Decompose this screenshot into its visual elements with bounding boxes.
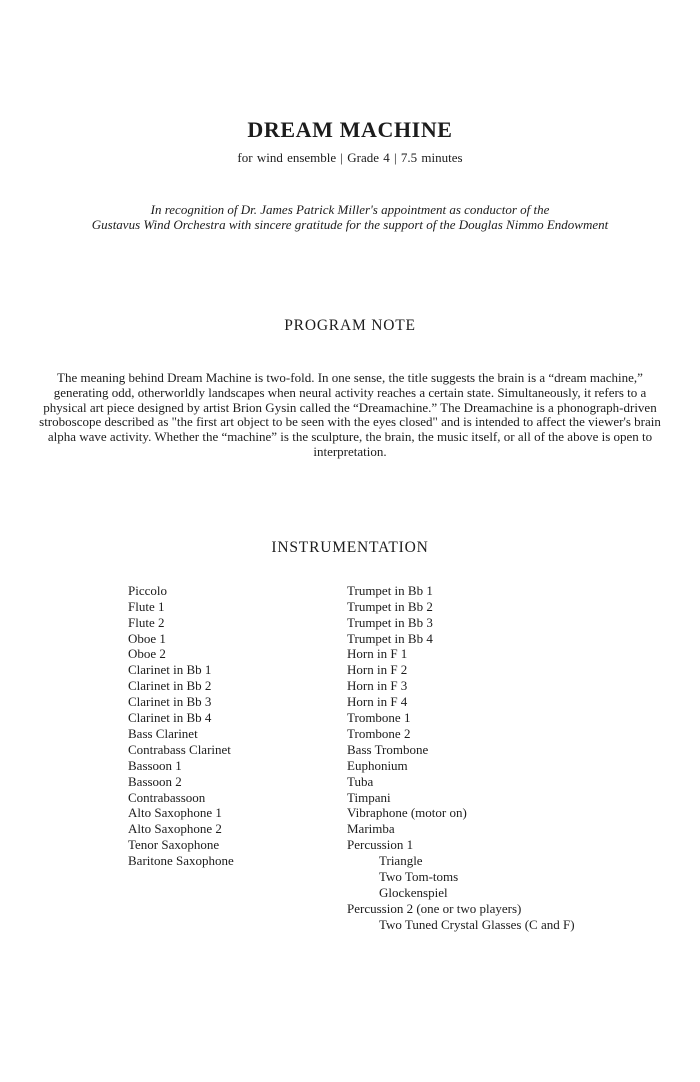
program-note-body: The meaning behind Dream Machine is two-fold. In one sense, the title suggests the brain is a “dream machine,” generating odd, otherworldly landscapes when neural activity reaches a certain state. Simultaneously, it refers to a physical art piece designed by artist Brion Gysin called the “Dreamachine.” The Dreamachine is a phonograph-driven stroboscope described as "the first art object to be seen with the eyes closed" and is intended to affect the viewer's brain alpha wave activity. Whether the “machine” is the sculpture, the brain, the music itself, or all of the above is open to interpretation.	[39, 370, 661, 459]
instrument-item: Horn in F 1	[347, 646, 408, 662]
instrument-item: Flute 2	[128, 614, 165, 630]
subtitle: for wind ensemble | Grade 4 | 7.5 minutes	[237, 150, 463, 165]
instrument-item: Glockenspiel	[379, 885, 448, 900]
instrument-item: Oboe 2	[128, 646, 166, 662]
instrument-item: Trombone 1	[347, 710, 411, 726]
instrument-item: Timpani	[347, 789, 391, 805]
instrument-item: Baritone Saxophone	[128, 853, 234, 869]
instrument-item: Marimba	[347, 821, 395, 837]
instrumentation-heading: INSTRUMENTATION	[271, 538, 429, 556]
instrument-list-right	[347, 583, 700, 933]
instrument-item: Trumpet in Bb 2	[347, 598, 433, 614]
instrument-item: Clarinet in Bb 4	[128, 710, 212, 726]
instrument-item: Clarinet in Bb 2	[128, 678, 212, 694]
instrument-item: Vibraphone (motor on)	[347, 805, 467, 821]
instrument-item: Trumpet in Bb 3	[347, 614, 433, 630]
instrument-item: Piccolo	[128, 582, 167, 598]
instrument-columns	[128, 583, 700, 933]
instrument-item: Bass Trombone	[347, 741, 429, 757]
instrument-item: Two Tuned Crystal Glasses (C and F)	[379, 916, 575, 932]
instrument-item: Tuba	[347, 773, 374, 789]
instrument-item: Percussion 1	[347, 837, 414, 853]
instrument-item: Oboe 1	[128, 630, 166, 646]
instrument-item: Alto Saxophone 1	[128, 805, 222, 821]
instrument-list-left	[128, 583, 347, 933]
dedication	[0, 202, 700, 232]
dedication-line-2: Gustavus Wind Orchestra with sincere gratitude for the support of the Douglas Nimmo Endowment	[91, 217, 609, 232]
instrument-item: Alto Saxophone 2	[128, 821, 222, 837]
instrument-item: Bass Clarinet	[128, 725, 198, 741]
instrument-item: Bassoon 1	[128, 757, 182, 773]
instrument-item: Horn in F 2	[347, 662, 408, 678]
instrument-item: Euphonium	[347, 757, 408, 773]
instrument-item: Percussion 2 (one or two players)	[347, 900, 522, 916]
program-note-heading: PROGRAM NOTE	[284, 317, 416, 334]
dedication-line-1: In recognition of Dr. James Patrick Miller's appointment as conductor of the	[150, 202, 550, 217]
instrument-item: Bassoon 2	[128, 773, 182, 789]
instrument-item: Triangle	[379, 853, 423, 869]
instrument-item: Two Tom-toms	[379, 869, 459, 885]
page-title: DREAM MACHINE	[247, 117, 453, 142]
instrument-item: Horn in F 4	[347, 694, 408, 710]
instrument-item: Clarinet in Bb 3	[128, 694, 212, 710]
instrument-item: Contrabassoon	[128, 789, 206, 805]
instrument-item: Trumpet in Bb 1	[347, 582, 433, 598]
instrument-item: Tenor Saxophone	[128, 837, 220, 853]
instrument-item: Trombone 2	[347, 725, 411, 741]
instrument-item: Horn in F 3	[347, 678, 408, 694]
instrument-item: Contrabass Clarinet	[128, 741, 231, 757]
instrument-item: Clarinet in Bb 1	[128, 662, 212, 678]
instrument-item: Trumpet in Bb 4	[347, 630, 433, 646]
instrument-item: Flute 1	[128, 598, 165, 614]
